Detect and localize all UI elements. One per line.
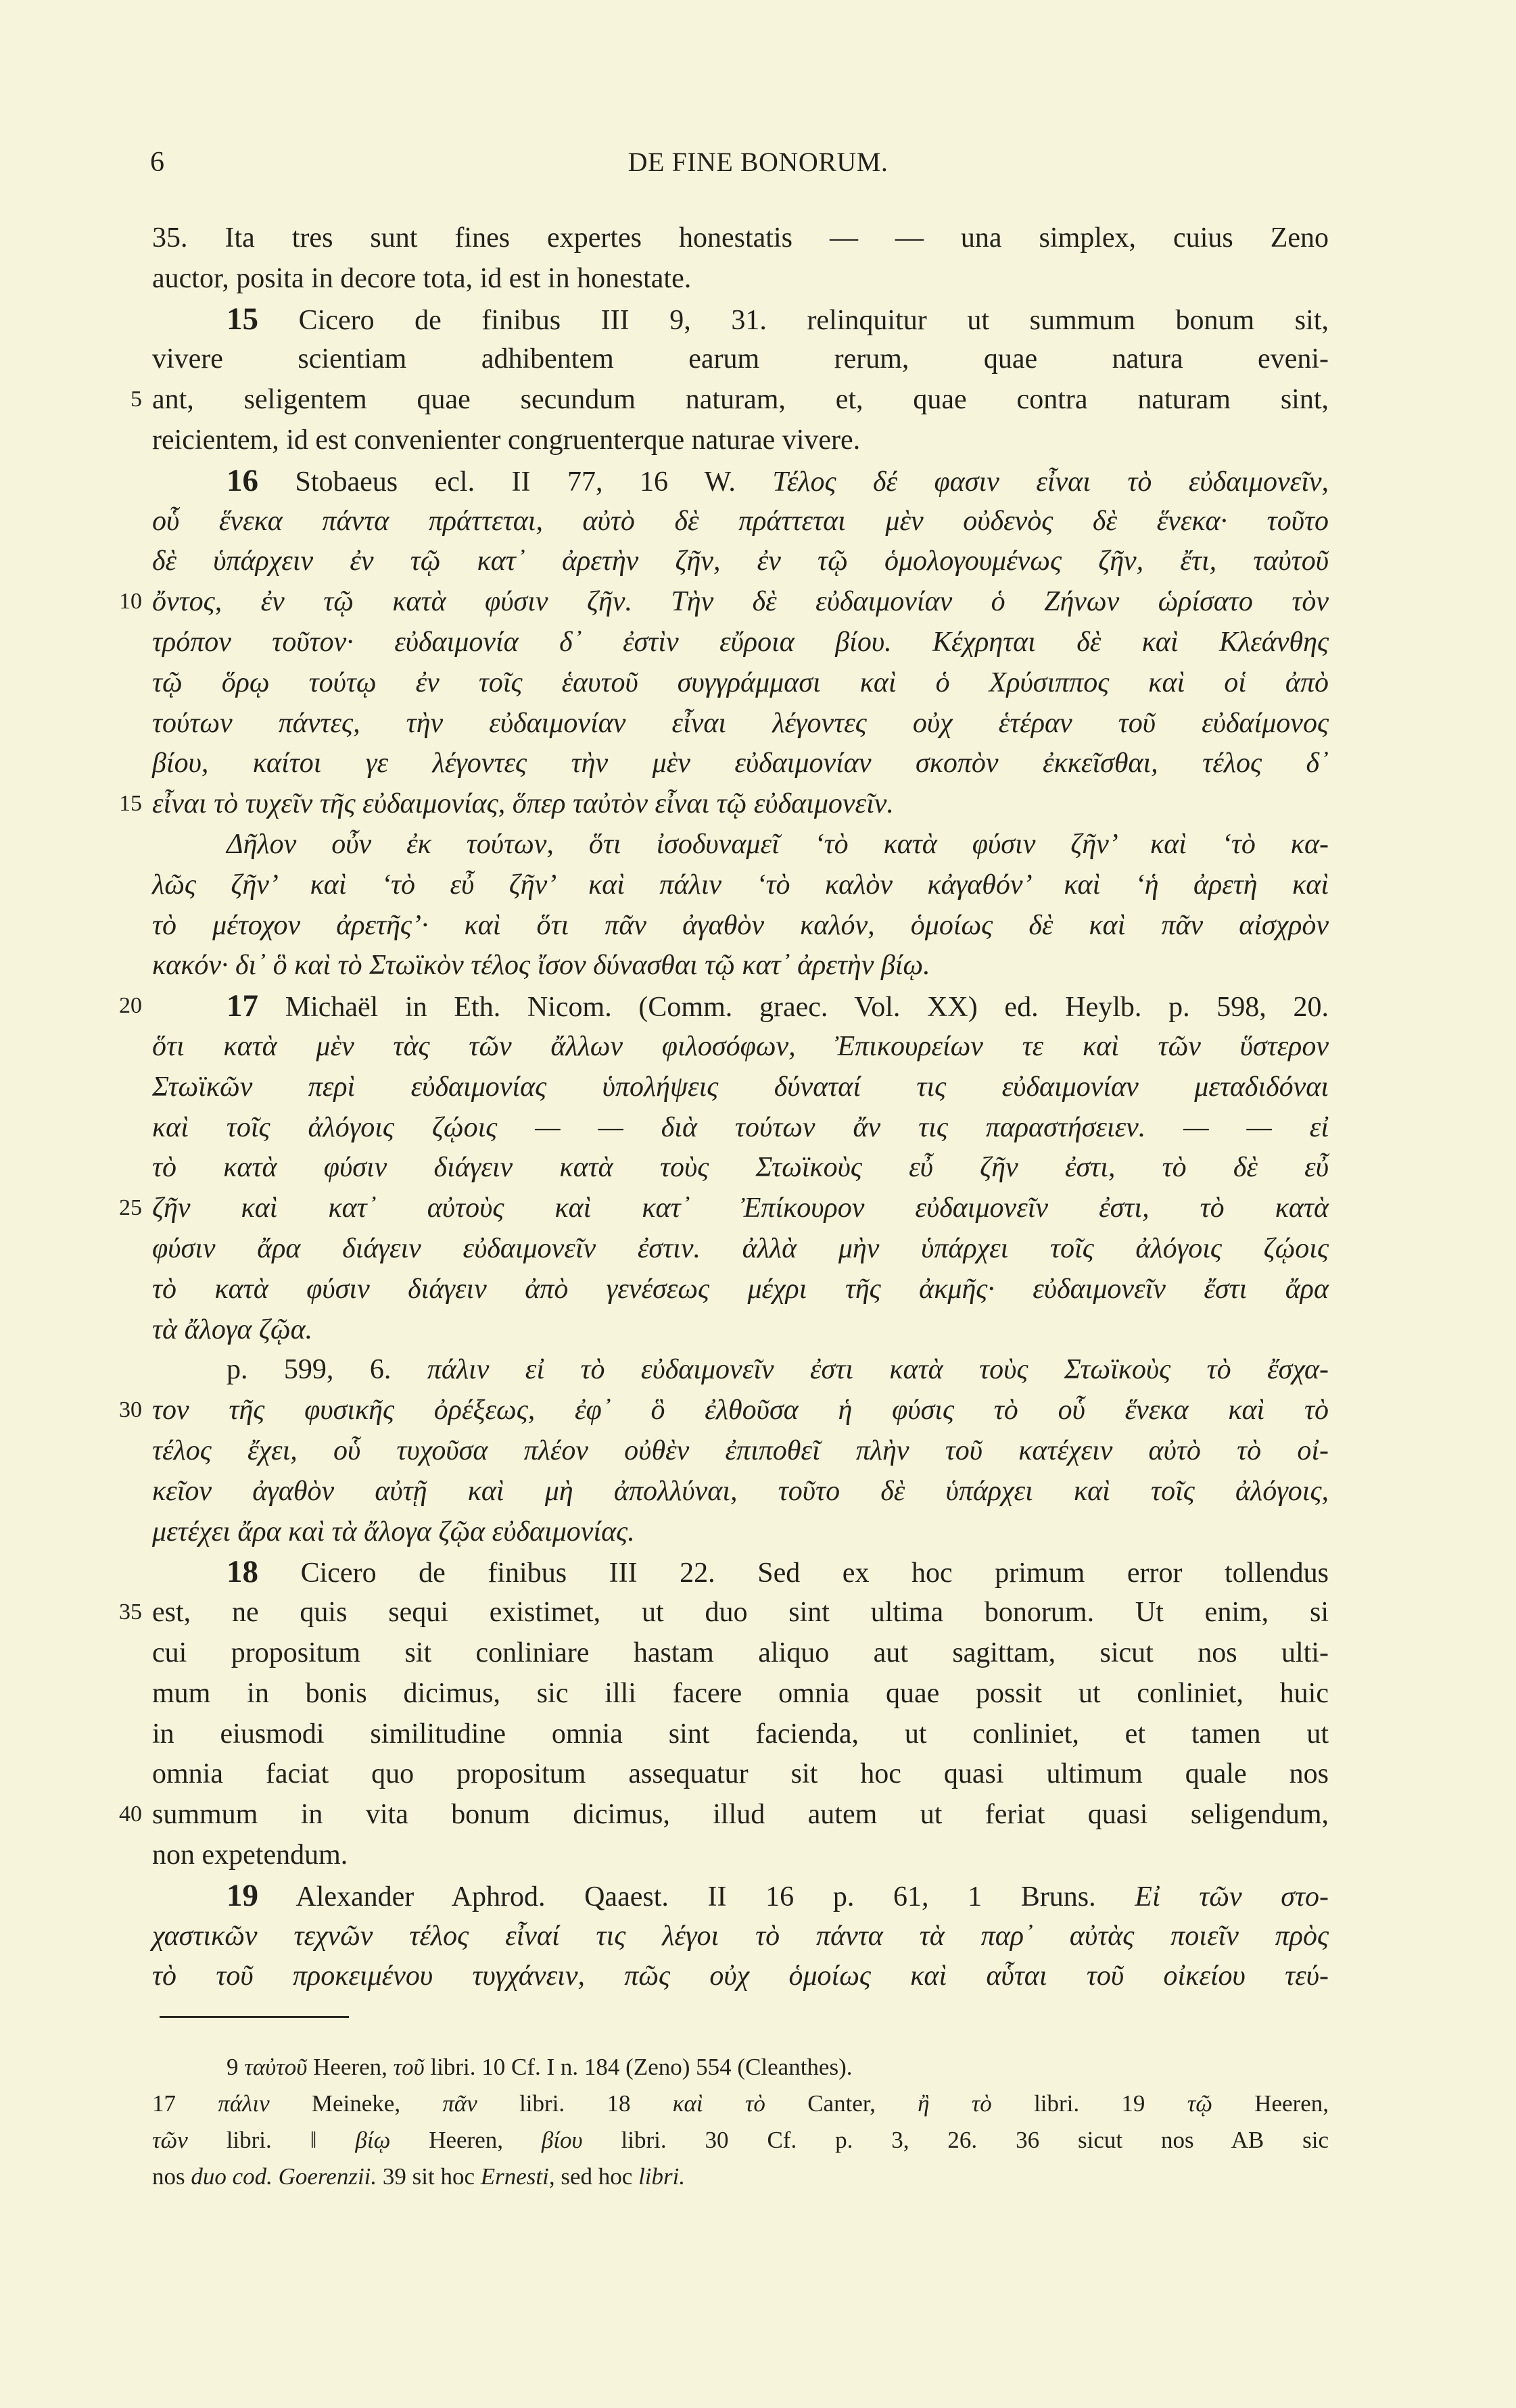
- text-run: libri. 18: [477, 2090, 673, 2117]
- text-run: Michaël in Eth. Nicom. (Comm. graec. Vol. XX) ed. Heylb. p. 598, 20.: [258, 992, 1329, 1024]
- text-line: [152, 581, 1329, 622]
- line-number: 15: [119, 791, 142, 817]
- text-line: [152, 1875, 1329, 1916]
- text-line: [152, 541, 1329, 581]
- greek-or-italic-text: τρόπον τοῦτον· εὐδαιμονία δ᾽ ἐστὶν εὔροια βίου. Κέχρηται δὲ καὶ Κλεάνθης: [152, 627, 1329, 658]
- text-run: Canter,: [765, 2090, 918, 2117]
- greek-or-italic-text: εἶναι τὸ τυχεῖν τῆς εὐδαιμονίας, ὅπερ ταὐτὸν εἶναι τῷ εὐδαιμονεῖν.: [152, 788, 894, 820]
- greek-or-italic-text: ταὐτοῦ: [244, 2054, 308, 2080]
- text-run: Stobaeus ecl. II 77, 16 W.: [258, 466, 773, 498]
- greek-or-italic-text: Ernesti,: [480, 2163, 555, 2190]
- text-line: [152, 1430, 1329, 1471]
- text-line: [152, 1916, 1329, 1956]
- greek-or-italic-text: Τέλος δέ φασιν εἶναι τὸ εὐδαιμονεῖν,: [772, 466, 1329, 498]
- text-run: 17: [152, 2090, 218, 2117]
- text-run: nos: [152, 2163, 191, 2190]
- line-number: 40: [119, 1802, 142, 1827]
- text-line: [152, 420, 1329, 460]
- line-number: 20: [119, 993, 142, 1019]
- greek-or-italic-text: βίῳ: [355, 2127, 391, 2153]
- greek-or-italic-text: Στωϊκῶν περὶ εὐδαιμονίας ὑπολήψεις δύναταί τις εὐδαιμονίαν μεταδιδόναι: [152, 1071, 1329, 1103]
- text-run: sed hoc: [554, 2163, 639, 2190]
- text-run: ant, seligentem quae secundum naturam, et, quae contra naturam sint,: [152, 384, 1329, 416]
- text-line: [152, 1794, 1329, 1835]
- text-line: [152, 905, 1329, 946]
- text-line: [152, 1835, 1329, 1875]
- greek-or-italic-text: πᾶν: [442, 2090, 477, 2117]
- text-line: [152, 1269, 1329, 1309]
- section-number: 18: [227, 1554, 259, 1590]
- text-line: [152, 784, 1329, 824]
- greek-or-italic-text: ζῆν καὶ κατ᾽ αὐτοὺς καὶ κατ᾽ Ἐπίκουρον εὐδαιμονεῖν ἐστι, τὸ κατὰ: [152, 1193, 1329, 1224]
- text-line: [152, 1390, 1329, 1430]
- footnote-line: [152, 2159, 1329, 2195]
- text-line: [152, 1754, 1329, 1794]
- text-line: [152, 1512, 1329, 1552]
- greek-or-italic-text: duo cod. Goerenzii.: [191, 2163, 377, 2190]
- text-line: [152, 703, 1329, 744]
- line-number: 30: [119, 1397, 142, 1423]
- text-line: [152, 1673, 1329, 1714]
- greek-or-italic-text: Δῆλον οὖν ἐκ τούτων, ὅτι ἰσοδυναμεῖ ‘τὸ κατὰ φύσιν ζῆν’ καὶ ‘τὸ κα-: [227, 829, 1329, 860]
- text-run: Meineke,: [269, 2090, 443, 2117]
- text-run: est, ne quis sequi existimet, ut duo sint ultima bonorum. Ut enim, si: [152, 1597, 1329, 1629]
- greek-or-italic-text: μετέχει ἄρα καὶ τὰ ἄλογα ζῷα εὐδαιμονίας.: [152, 1516, 635, 1547]
- text-run: Heeren,: [1212, 2090, 1329, 2117]
- greek-or-italic-text: τὸ κατὰ φύσιν διάγειν κατὰ τοὺς Στωϊκοὺς εὖ ζῆν ἐστι, τὸ δὲ εὖ: [152, 1152, 1329, 1184]
- text-run: reicientem, id est convenienter congruenterque naturae vivere.: [152, 425, 861, 456]
- greek-or-italic-text: τὸ μέτοχον ἀρετῆς’· καὶ ὅτι πᾶν ἀγαθὸν καλόν, ὁμοίως δὲ καὶ πᾶν αἰσχρὸν: [152, 909, 1329, 941]
- line-number: 25: [119, 1195, 142, 1221]
- text-line: [152, 743, 1329, 784]
- text-line: [152, 986, 1329, 1026]
- greek-or-italic-text: κεῖον ἀγαθὸν αὐτῇ καὶ μὴ ἀπολλύναι, τοῦτο δὲ ὑπάρχει καὶ τοῖς ἀλόγοις,: [152, 1475, 1329, 1507]
- running-title: DE FINE BONORUM.: [627, 147, 889, 177]
- greek-or-italic-text: τούτων πάντες, τὴν εὐδαιμονίαν εἶναι λέγοντες οὐχ ἑτέραν τοῦ εὐδαίμονος: [152, 707, 1329, 739]
- text-run: in eiusmodi similitudine omnia sint facienda, ut conliniet, et tamen ut: [152, 1718, 1329, 1750]
- text-run: summum in vita bonum dicimus, illud autem ut feriat quasi seligendum,: [152, 1799, 1329, 1831]
- greek-or-italic-text: τον τῆς φυσικῆς ὀρέξεως, ἐφ᾽ ὃ ἐλθοῦσα ἡ φύσις τὸ οὗ ἕνεκα καὶ τὸ: [152, 1395, 1329, 1426]
- greek-or-italic-text: ὅτι κατὰ μὲν τὰς τῶν ἄλλων φιλοσόφων, Ἐπικουρείων τε καὶ τῶν ὕστερον: [152, 1031, 1329, 1062]
- footnote-line: [152, 2122, 1329, 2159]
- text-line: [152, 1471, 1329, 1512]
- text-run: libri. ‖: [187, 2127, 356, 2153]
- text-run: 35. Ita tres sunt fines expertes honestatis — — una simplex, cuius Zeno: [152, 222, 1329, 254]
- section-number: 15: [227, 301, 259, 337]
- text-line: [152, 1349, 1329, 1390]
- text-run: vivere scientiam adhibentem earum rerum, quae natura eveni-: [152, 343, 1329, 375]
- greek-or-italic-text: καὶ τοῖς ἀλόγοις ζῴοις — — διὰ τούτων ἄν τις παραστήσειεν. — — εἰ: [152, 1111, 1329, 1143]
- text-run: auctor, posita in decore tota, id est in honestate.: [152, 262, 692, 294]
- text-line: [152, 663, 1329, 703]
- text-run: p. 599, 6.: [227, 1354, 427, 1386]
- text-line: [152, 945, 1329, 986]
- text-line: [152, 1309, 1329, 1350]
- text-run: mum in bonis dicimus, sic illi facere omnia quae possit ut conliniet, huic: [152, 1677, 1329, 1709]
- line-number: 35: [119, 1599, 142, 1625]
- text-run: Heeren,: [390, 2127, 542, 2153]
- text-run: libri. 19: [991, 2090, 1187, 2117]
- greek-or-italic-text: τοῦ: [393, 2054, 425, 2080]
- greek-or-italic-text: βίου, καίτοι γε λέγοντες τὴν μὲν εὐδαιμονίαν σκοπὸν ἐκκεῖσθαι, τέλος δ᾽: [152, 748, 1329, 779]
- text-line: [152, 1633, 1329, 1673]
- text-line: [152, 1551, 1329, 1592]
- text-line: [152, 1147, 1329, 1188]
- greek-or-italic-text: δὲ ὑπάρχειν ἐν τῷ κατ᾽ ἀρετὴν ζῆν, ἐν τῷ ὁμολογουμένως ζῆν, ἔτι, ταὐτοῦ: [152, 546, 1329, 577]
- section-number: 16: [227, 462, 259, 498]
- greek-or-italic-text: χαστικῶν τεχνῶν τέλος εἶναί τις λέγοι τὸ πάντα τὰ παρ᾽ αὐτὰς ποιεῖν πρὸς: [152, 1920, 1329, 1952]
- greek-or-italic-text: τῷ ὅρῳ τούτῳ ἐν τοῖς ἑαυτοῦ συγγράμμασι καὶ ὁ Χρύσιππος καὶ οἱ ἀπὸ: [152, 667, 1329, 698]
- line-number: 10: [119, 589, 142, 615]
- text-line: [152, 1714, 1329, 1754]
- greek-or-italic-text: κακόν· δι᾽ ὃ καὶ τὸ Στωϊκὸν τέλος ἴσον δύνασθαι τῷ κατ᾽ ἀρετὴν βίῳ.: [152, 950, 930, 982]
- greek-or-italic-text: libri.: [638, 2163, 686, 2190]
- greek-or-italic-text: τὸ κατὰ φύσιν διάγειν ἀπὸ γενέσεως μέχρι τῆς ἀκμῆς· εὐδαιμονεῖν ἔστι ἄρα: [152, 1273, 1329, 1305]
- page-number: 6: [150, 147, 164, 178]
- footnote-line: [152, 2049, 1329, 2086]
- greek-or-italic-text: τὰ ἄλογα ζῷα.: [152, 1314, 313, 1345]
- text-line: [152, 501, 1329, 541]
- text-line: [152, 379, 1329, 420]
- text-line: [152, 460, 1329, 501]
- text-run: cui propositum sit conliniare hastam aliquo aut sagittam, sicut nos ulti-: [152, 1637, 1329, 1668]
- line-number: 5: [131, 387, 142, 412]
- text-run: Heeren,: [307, 2054, 394, 2080]
- greek-or-italic-text: τέλος ἔχει, οὗ τυχοῦσα πλέον οὐθὲν ἐπιποθεῖ πλὴν τοῦ κατέχειν αὐτὸ τὸ οἰ-: [152, 1435, 1329, 1466]
- text-run: 9: [227, 2054, 245, 2080]
- greek-or-italic-text: τῶν: [152, 2127, 188, 2153]
- text-run: Alexander Aphrod. Qaaest. II 16 p. 61, 1 Bruns.: [258, 1881, 1135, 1912]
- greek-or-italic-text: οὗ ἕνεκα πάντα πράττεται, αὐτὸ δὲ πράττεται μὲν οὐδενὸς δὲ ἕνεκα· τοῦτο: [152, 505, 1329, 537]
- greek-or-italic-text: καὶ τὸ: [672, 2090, 765, 2117]
- greek-or-italic-text: λῶς ζῆν’ καὶ ‘τὸ εὖ ζῆν’ καὶ πάλιν ‘τὸ καλὸν κἀγαθόν’ καὶ ‘ἡ ἀρετὴ καὶ: [152, 869, 1329, 900]
- footnote-line: [152, 2086, 1329, 2122]
- section-number: 19: [227, 1877, 259, 1913]
- text-line: [152, 258, 1329, 299]
- text-line: [152, 622, 1329, 663]
- text-run: libri. 30 Cf. p. 3, 26. 36 sicut nos AB sic: [582, 2127, 1329, 2153]
- text-run: non expetendum.: [152, 1839, 348, 1871]
- section-number: 17: [227, 988, 259, 1024]
- text-line: [152, 299, 1329, 339]
- text-line: [152, 218, 1329, 258]
- text-run: Cicero de finibus III 9, 31. relinquitur ut summum bonum sit,: [258, 304, 1329, 336]
- text-line: [152, 824, 1329, 865]
- greek-or-italic-text: πάλιν εἰ τὸ εὐδαιμονεῖν ἐστι κατὰ τοὺς Στωϊκοὺς τὸ ἔσχα-: [427, 1354, 1329, 1386]
- text-line: [152, 1067, 1329, 1107]
- text-line: [152, 1592, 1329, 1633]
- greek-or-italic-text: βίου: [541, 2127, 583, 2153]
- greek-or-italic-text: τῷ: [1187, 2090, 1212, 2117]
- greek-or-italic-text: Εἰ τῶν στο-: [1135, 1881, 1329, 1912]
- greek-or-italic-text: τὸ τοῦ προκειμένου τυγχάνειν, πῶς οὐχ ὁμοίως καὶ αὗται τοῦ οἰκείου τεύ-: [152, 1960, 1329, 1992]
- greek-or-italic-text: ὄντος, ἐν τῷ κατὰ φύσιν ζῆν. Τὴν δὲ εὐδαιμονίαν ὁ Ζήνων ὡρίσατο τὸν: [152, 586, 1329, 618]
- footnote-divider: [160, 2016, 349, 2018]
- text-line: [152, 1956, 1329, 1996]
- greek-or-italic-text: φύσιν ἄρα διάγειν εὐδαιμονεῖν ἐστιν. ἀλλὰ μὴν ὑπάρχει τοῖς ἀλόγοις ζῴοις: [152, 1233, 1329, 1264]
- text-run: libri. 10 Cf. I n. 184 (Zeno) 554 (Cleanthes).: [424, 2054, 853, 2080]
- text-run: Cicero de finibus III 22. Sed ex hoc primum error tollendus: [258, 1558, 1329, 1589]
- text-line: [152, 1107, 1329, 1148]
- greek-or-italic-text: πάλιν: [218, 2090, 270, 2117]
- text-run: 39 sit hoc: [377, 2163, 481, 2190]
- text-run: omnia faciat quo propositum assequatur sit hoc quasi ultimum quale nos: [152, 1758, 1329, 1790]
- text-line: [152, 1188, 1329, 1228]
- text-line: [152, 865, 1329, 905]
- text-line: [152, 1026, 1329, 1067]
- text-line: [152, 1228, 1329, 1269]
- text-line: [152, 339, 1329, 379]
- greek-or-italic-text: ἢ τὸ: [918, 2090, 992, 2117]
